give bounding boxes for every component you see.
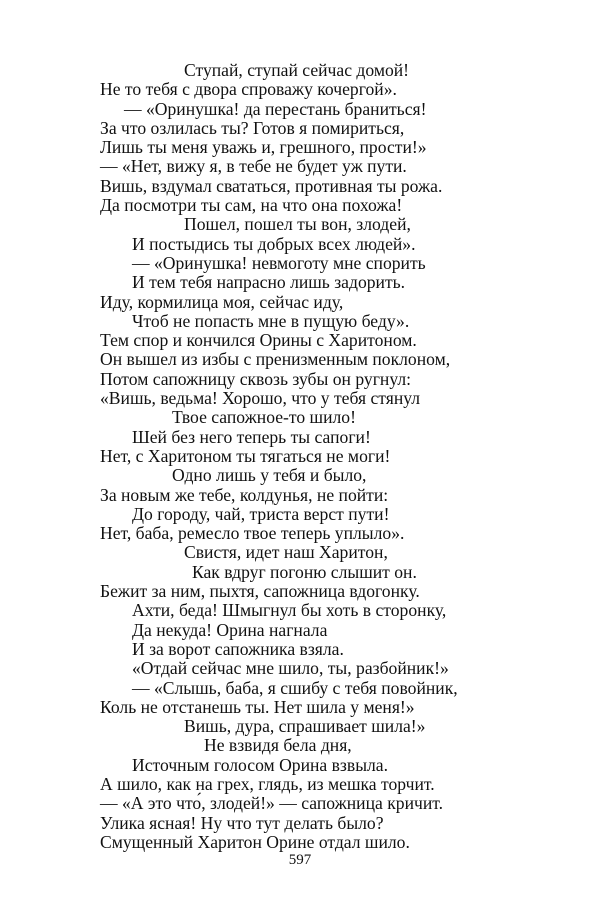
poem-line: И постыдись ты добрых всех людей». [132,233,416,254]
poem-line: Пошел, пошел ты вон, злодей, [184,214,411,235]
poem-line: Вишь, дура, спрашивает шила!» [184,716,426,737]
poem-line: Не взвидя бела дня, [204,735,352,756]
poem-line: Тем спор и кончился Орины с Харитоном. [100,330,417,351]
poem-line: — «Слышь, баба, я сшибу с тебя повойник, [132,677,458,698]
poem-line: Иду, кормилица моя, сейчас иду, [100,291,344,312]
poem-line: И тем тебя напрасно лишь задорить. [132,272,406,293]
poem-line: За новым же тебе, колдунья, не пойти: [100,484,389,505]
poem-line: Коль не отстанешь ты. Нет шила у меня!» [100,696,415,717]
poem-line: Вишь, вздумал свататься, противная ты рожа. [100,175,443,196]
poem-line: Да посмотри ты сам, на что она похожа! [100,195,403,216]
poem-line: — «А это что́, злодей!» — сапожница кричит. [100,793,444,814]
poem-line: Чтоб не попасть мне в пущую беду». [132,310,410,331]
poem-line: Как вдруг погоню слышит он. [192,561,417,582]
poem-line: Одно лишь у тебя и было, [172,465,367,486]
page-number: 597 [288,852,312,868]
poem-line: Смущенный Харитон Орине отдал шило. [100,831,410,852]
poem-line: Источным голосом Орина взвыла. [132,754,389,775]
poem-line: Нет, с Харитоном ты тягаться не моги! [100,445,391,466]
poem-line: Улика ясная! Ну что тут делать было? [100,812,384,833]
poem-line: — «Оринушка! невмоготу мне спорить [132,252,426,273]
poem-line: Не то тебя с двора спроважу кочергой». [100,79,397,100]
poem-line: А шило, как на грех, глядь, из мешка торчит. [100,773,435,794]
poem-text [100,61,580,852]
poem-line: Шей без него теперь ты сапоги! [132,426,371,447]
poem-line: Бежит за ним, пыхтя, сапожница вдогонку. [100,581,420,602]
poem-line: Нет, баба, ремесло твое теперь уплыло». [100,523,405,544]
poem-line: — «Оринушка! да перестань браниться! [124,98,427,119]
poem-line: За что озлилась ты? Готов я помириться, [100,117,405,138]
poem-line: — «Нет, вижу я, в тебе не будет уж пути. [100,156,407,177]
poem-line: Твое сапожное-то шило! [172,407,356,428]
poem-line: Свистя, идет наш Харитон, [184,542,388,563]
poem-line: До городу, чай, триста верст пути! [132,503,390,524]
poem-line: Лишь ты меня уважь и, грешного, прости!» [100,137,427,158]
poem-line: Потом сапожницу сквозь зубы он ругнул: [100,368,412,389]
poem-line: «Отдай сейчас мне шило, ты, разбойник!» [132,658,449,679]
poem-line: Ахти, беда! Шмыгнул бы хоть в сторонку, [132,600,447,621]
poem-line: «Вишь, ведьма! Хорошо, что у тебя стянул [100,388,421,409]
poem-line: Ступай, ступай сейчас домой! [184,60,410,80]
poem-line: Он вышел из избы с пренизменным поклоном, [100,349,451,370]
poem-line: И за ворот сапожника взяла. [132,638,344,659]
poem-line: Да некуда! Орина нагнала [132,619,328,640]
